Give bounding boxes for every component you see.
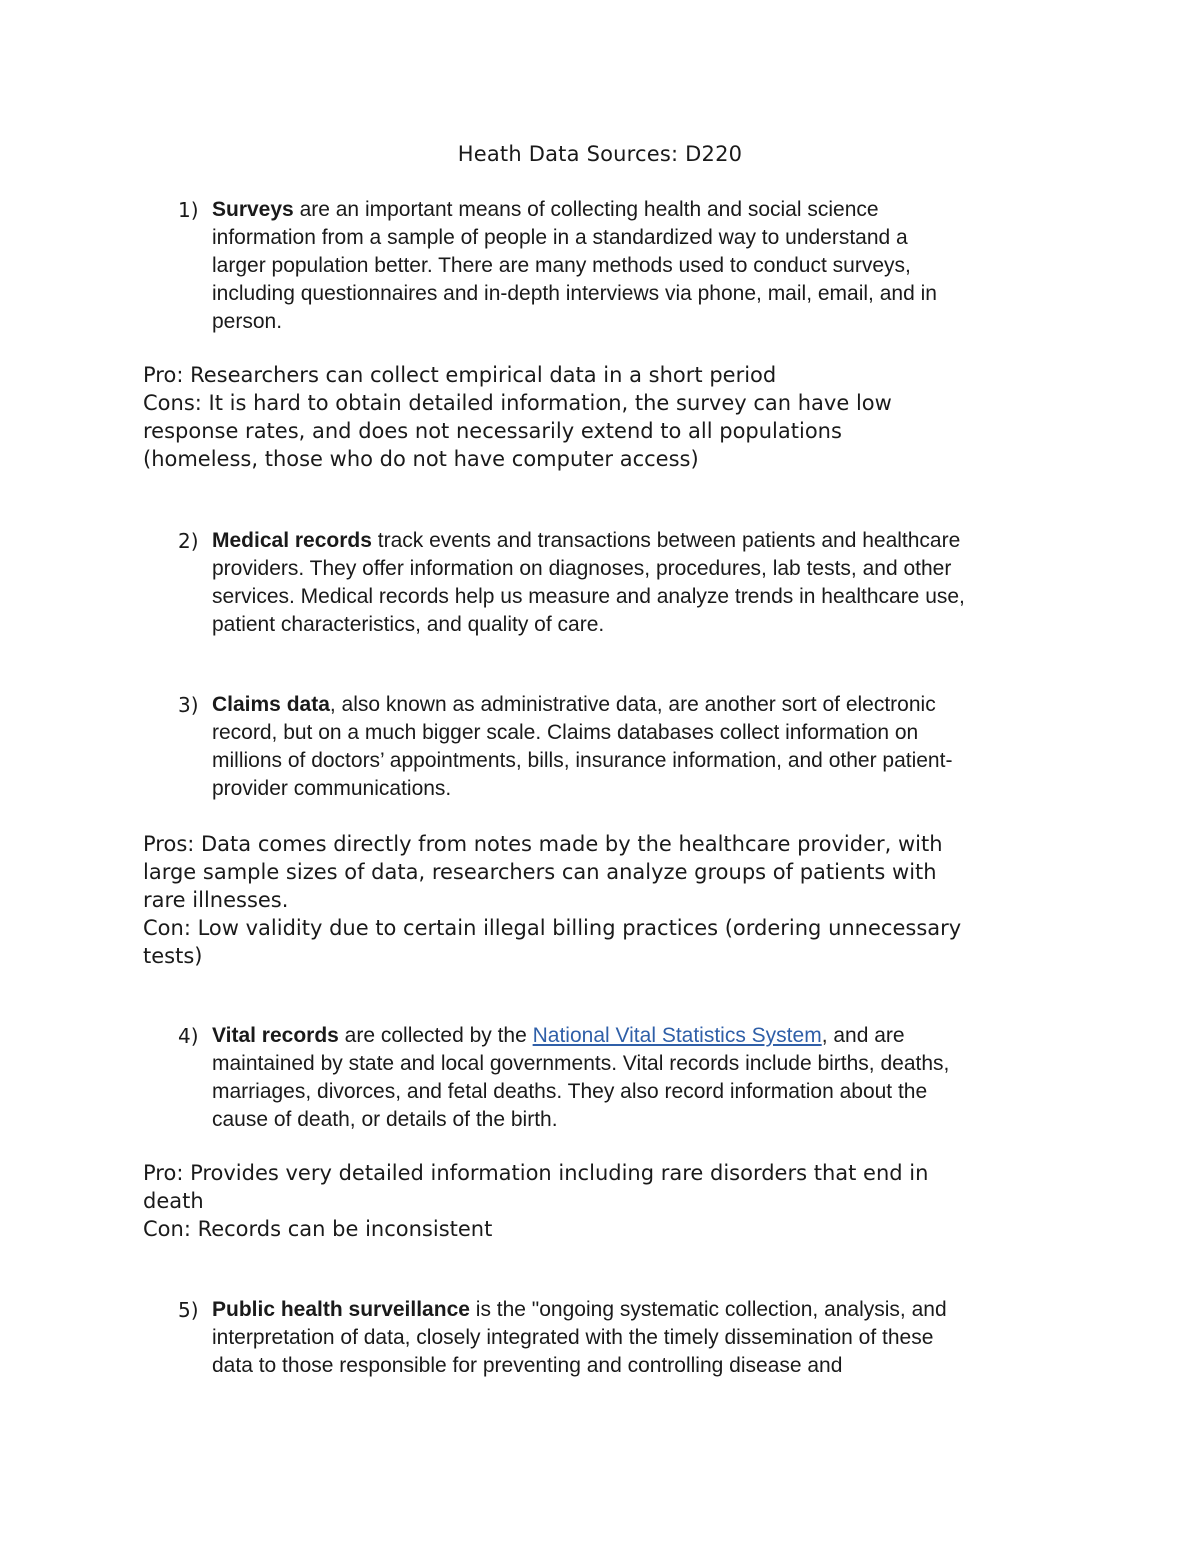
list-number: 4) [178,1024,199,1048]
list-item-term: Surveys [212,198,294,221]
nvss-link[interactable]: National Vital Statistics System [532,1024,822,1047]
list-item-text: Vital records are collected by the National Vital Statistics System, and are maintained by state and local governments. Vital records include births, deaths, marriages, divorces, and fetal deaths. They also record information about the cause of death, or details of the birth. [212,1024,950,1131]
list-item-term: Claims data [212,693,330,716]
list-item-term: Medical records [212,529,372,552]
list-item-text: Public health surveillance is the "ongoing systematic collection, analysis, and interpretation of data, closely integrated with the timely dissemination of these data to those responsible for preventing and controlling disease and [212,1298,947,1377]
list-number: 1) [178,198,199,222]
document-title: Heath Data Sources: D220 [457,142,743,166]
list-item-term: Vital records [212,1024,339,1047]
list-number: 3) [178,693,199,717]
list-number: 2) [178,529,199,553]
list-number: 5) [178,1298,199,1322]
pros-cons-note: Pro: Researchers can collect empirical data in a short period Cons: It is hard to obtain detailed information, the survey can have low response rates, and does not necessarily extend to all populations (homeless, those who do not have computer access) [143,363,892,471]
list-item-text: Medical records track events and transactions between patients and healthcare providers. They offer information on diagnoses, procedures, lab tests, and other services. Medical records help us measure and analyze trends in healthcare use, patient characteristics, and quality of care. [212,529,965,636]
list-item-term: Public health surveillance [212,1298,470,1321]
pros-cons-note: Pro: Provides very detailed information including rare disorders that end in death Con: Records can be inconsistent [143,1161,929,1241]
list-item-text: Surveys are an important means of collecting health and social science information from a sample of people in a standardized way to understand a larger population better. There are many methods used to conduct surveys, including questionnaires and in-depth interviews via phone, mail, email, and in person. [212,198,937,333]
pros-cons-note: Pros: Data comes directly from notes made by the healthcare provider, with large sample sizes of data, researchers can analyze groups of patients with rare illnesses. Con: Low validity due to certain illegal billing practices (ordering unnecessary tests) [143,832,962,968]
list-item-text: Claims data, also known as administrative data, are another sort of electronic record, but on a much bigger scale. Claims databases collect information on millions of doctors’ appointments, bills, insurance information, and other patient- provider communications. [212,693,953,800]
